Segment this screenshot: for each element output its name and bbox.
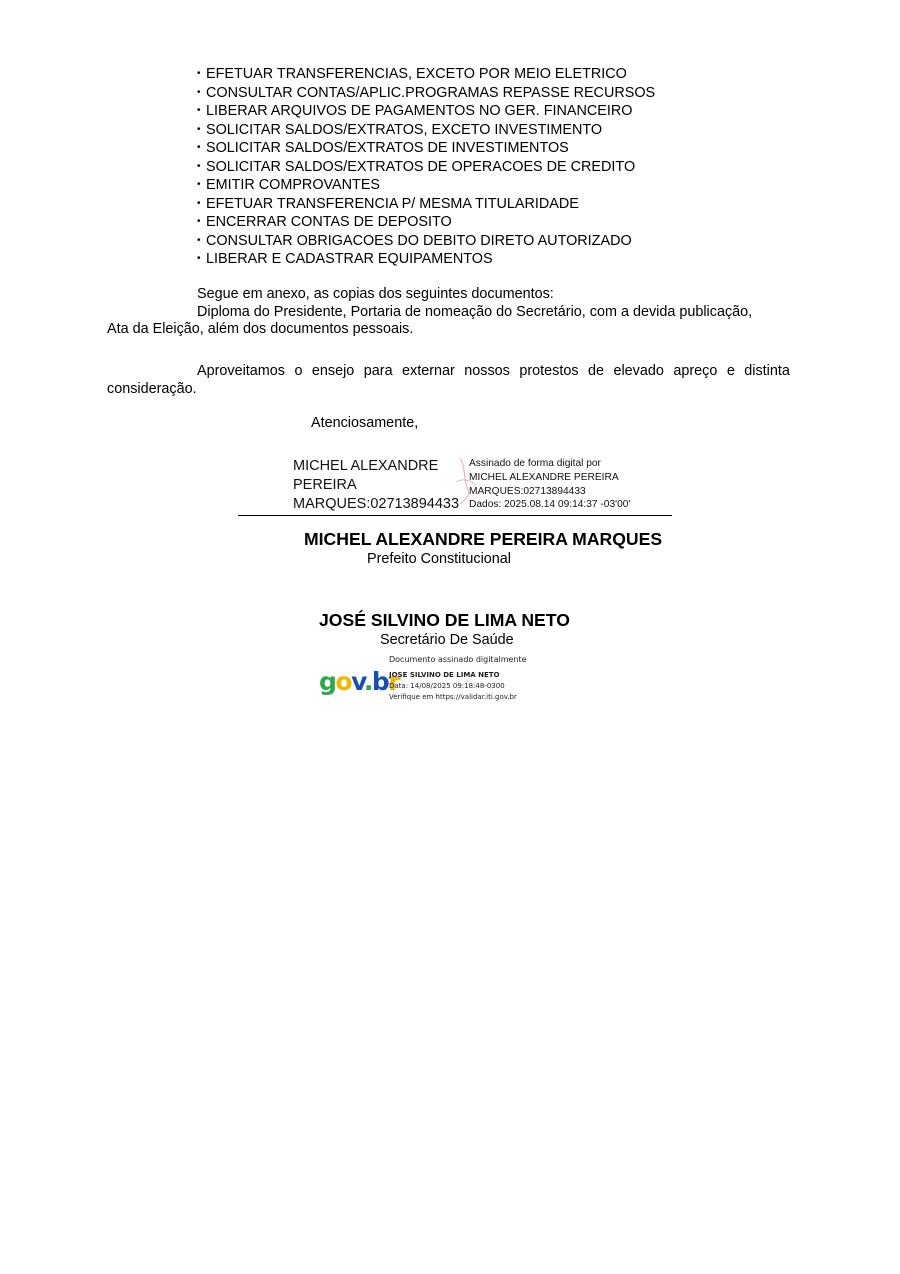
- permission-item: [197, 84, 655, 103]
- permission-label: CONSULTAR OBRIGACOES DO DEBITO DIRETO AUTORIZADO: [206, 232, 632, 249]
- govbr-logo-letter: b: [371, 667, 389, 696]
- bullet-icon: •: [197, 142, 201, 153]
- bullet-icon: •: [197, 216, 201, 227]
- govbr-header: Documento assinado digitalmente: [389, 655, 527, 664]
- digital-signature-name: [293, 457, 459, 514]
- permission-label: SOLICITAR SALDOS/EXTRATOS DE OPERACOES DE CREDITO: [206, 158, 636, 175]
- closing-paragraph-line-2: consideração.: [107, 381, 197, 397]
- signature-detail-line: MICHEL ALEXANDRE PEREIRA: [469, 471, 619, 483]
- bullet-icon: •: [197, 160, 201, 172]
- govbr-logo-letter: g: [319, 667, 336, 696]
- closing-word: o: [294, 363, 303, 379]
- closing-word: para: [363, 363, 393, 379]
- annex-intro: Segue em anexo, as copias dos seguintes documentos:: [197, 286, 554, 302]
- closing-word: distinta: [744, 363, 790, 379]
- bullet-icon: •: [197, 123, 201, 135]
- closing-word: nossos: [464, 363, 510, 379]
- regards-text: Atenciosamente,: [311, 415, 419, 431]
- govbr-signer: JOSE SILVINO DE LIMA NETO: [389, 671, 500, 679]
- signatory-1-role: Prefeito Constitucional: [367, 551, 511, 567]
- signatory-2-role: Secretário De Saúde: [380, 632, 514, 648]
- govbr-logo-letter: o: [335, 667, 352, 696]
- govbr-logo-letter: r: [388, 667, 400, 696]
- signature-line: [238, 515, 672, 516]
- govbr-date: Data: 14/08/2025 09:18:48-0300: [389, 682, 505, 690]
- permission-label: EFETUAR TRANSFERENCIAS, EXCETO POR MEIO ELETRICO: [206, 66, 627, 82]
- closing-word: elevado: [613, 363, 664, 379]
- signature-detail-line: MARQUES:02713894433: [469, 485, 586, 497]
- annex-documents-line-2: Ata da Eleição, além dos documentos pessoais.: [107, 321, 414, 337]
- permission-item: [197, 65, 655, 84]
- permissions-list: [197, 65, 655, 269]
- permission-item: [197, 232, 655, 251]
- signatory-2-name: JOSÉ SILVINO DE LIMA NETO: [319, 610, 570, 630]
- permission-item: [197, 213, 655, 232]
- closing-word: externar: [402, 363, 455, 379]
- closing-word: de: [588, 363, 605, 379]
- bullet-icon: •: [197, 105, 201, 116]
- signature-name-line: PEREIRA: [293, 477, 357, 493]
- bullet-icon: •: [197, 68, 201, 79]
- permission-label: LIBERAR ARQUIVOS DE PAGAMENTOS NO GER. FINANCEIRO: [206, 103, 633, 119]
- signature-detail-line: Dados: 2025.08.14 09:14:37 -03'00': [469, 499, 631, 511]
- signatory-1-name: MICHEL ALEXANDRE PEREIRA MARQUES: [304, 529, 663, 549]
- closing-word: ensejo: [311, 363, 355, 379]
- govbr-verify-link[interactable]: Verifique em https://validar.iti.gov.br: [389, 693, 517, 701]
- govbr-logo: [319, 667, 399, 697]
- permission-item: [197, 195, 655, 214]
- permission-label: LIBERAR E CADASTRAR EQUIPAMENTOS: [206, 251, 493, 267]
- signature-name-line: MICHEL ALEXANDRE: [293, 458, 439, 474]
- permission-item: [197, 102, 655, 121]
- annex-documents-line: Diploma do Presidente, Portaria de nomeação do Secretário, com a devida publicação,: [197, 304, 753, 320]
- bullet-icon: •: [197, 253, 201, 264]
- closing-paragraph-line-1: [197, 363, 790, 379]
- signature-name-line: MARQUES:02713894433: [293, 496, 460, 512]
- permission-item: [197, 158, 655, 177]
- permission-item: [197, 139, 655, 158]
- permission-item: [197, 250, 655, 269]
- bullet-icon: •: [197, 179, 201, 190]
- permission-item: [197, 176, 655, 195]
- govbr-logo-letter: v: [351, 667, 364, 696]
- closing-word: protestos: [519, 363, 579, 379]
- permission-label: CONSULTAR CONTAS/APLIC.PROGRAMAS REPASSE RECURSOS: [206, 84, 656, 101]
- permission-label: EMITIR COMPROVANTES: [206, 177, 381, 193]
- permission-item: [197, 121, 655, 140]
- permission-label: ENCERRAR CONTAS DE DEPOSITO: [206, 214, 452, 230]
- permission-label: SOLICITAR SALDOS/EXTRATOS DE INVESTIMENTOS: [206, 140, 569, 156]
- permission-label: SOLICITAR SALDOS/EXTRATOS, EXCETO INVESTIMENTO: [206, 121, 603, 138]
- digital-signature-details: [469, 457, 630, 512]
- closing-word: apreço: [673, 363, 718, 379]
- govbr-logo-letter: .: [363, 667, 372, 696]
- bullet-icon: •: [197, 234, 201, 246]
- closing-word: e: [726, 363, 735, 379]
- bullet-icon: •: [197, 197, 201, 209]
- permission-label: EFETUAR TRANSFERENCIA P/ MESMA TITULARIDADE: [206, 195, 579, 212]
- signature-detail-line: Assinado de forma digital por: [469, 458, 601, 469]
- bullet-icon: •: [197, 86, 201, 98]
- closing-word: Aproveitamos: [197, 363, 285, 379]
